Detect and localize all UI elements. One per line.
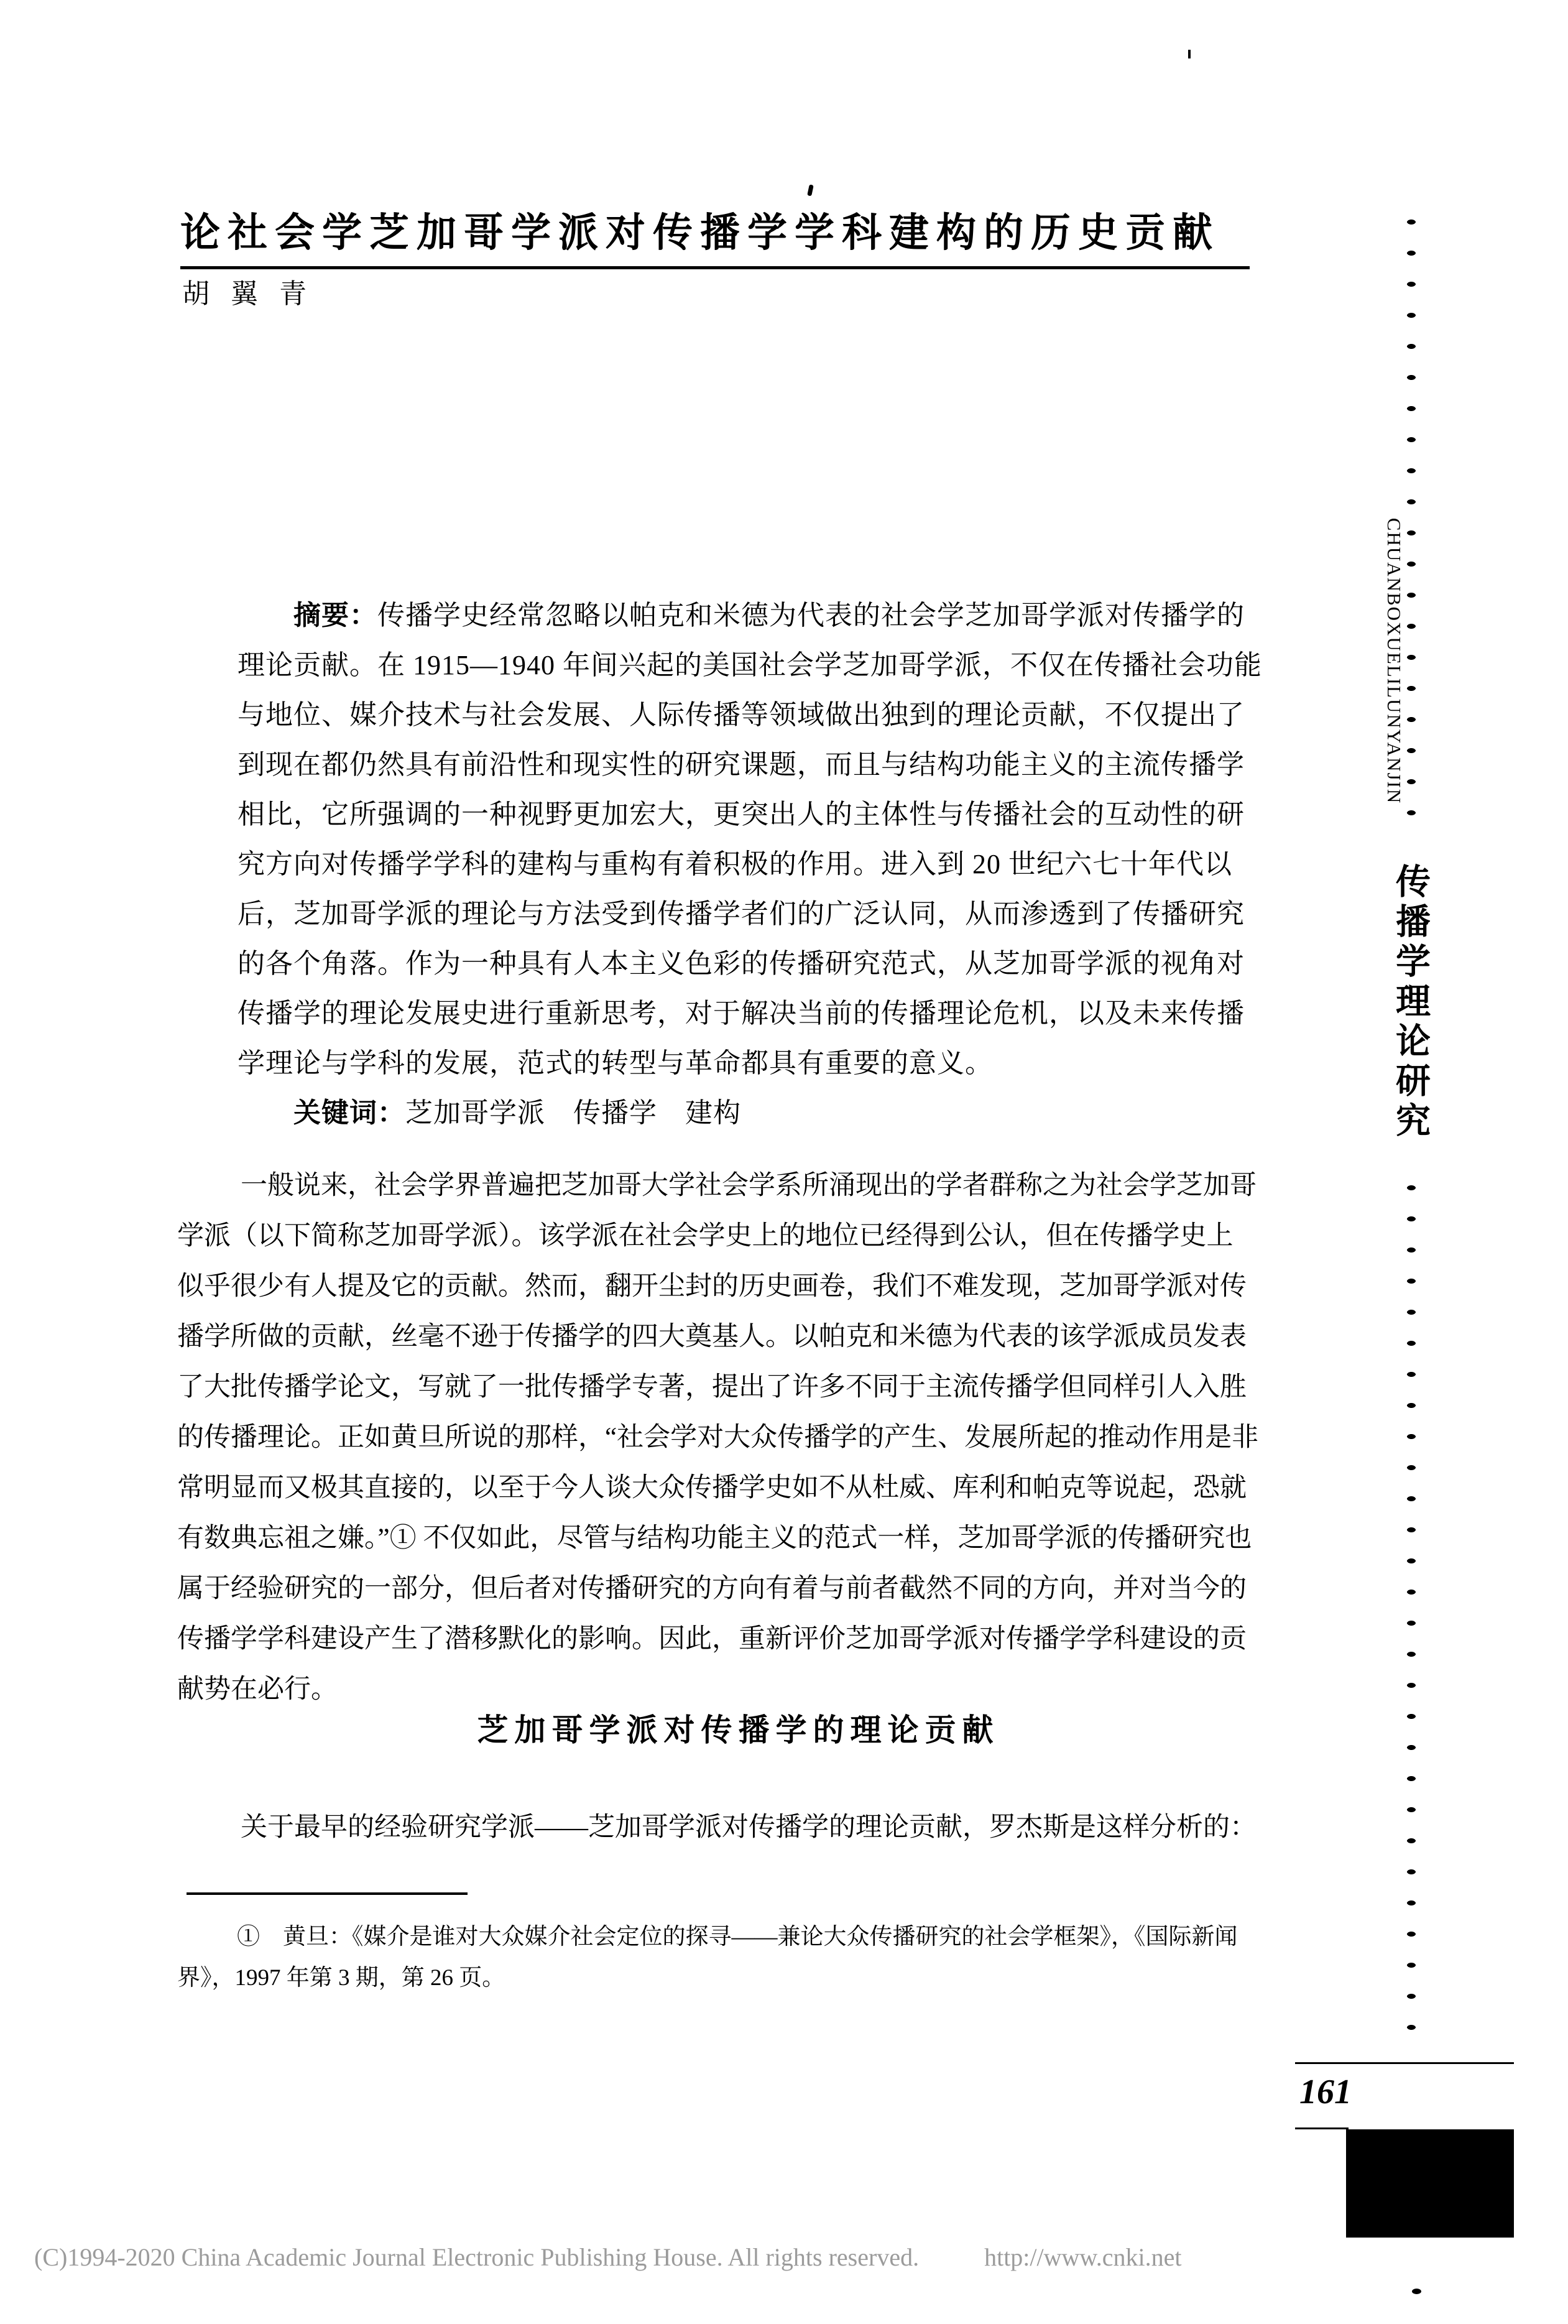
sidebar-column-title: 传播学理论研究: [1391, 863, 1429, 1142]
sidebar-pinyin-title: CHUANBOXUELILUNYANJIN: [1383, 517, 1405, 805]
abstract-line: 传播学的理论发展史进行重新思考，对于解决当前的传播理论危机，以及未来传播: [238, 998, 1245, 1029]
page-number: 161: [1299, 2073, 1352, 2111]
page-number-rule-top: [1295, 2062, 1514, 2064]
sidebar-dotted-line-bottom: [1406, 1172, 1416, 2052]
abstract-line: 后，芝加哥学派的理论与方法受到传播学者们的广泛认同，从而渗透到了传播研究: [238, 899, 1245, 929]
abstract-line: 相比，它所强调的一种视野更加宏大，更突出人的主体性与传播社会的互动性的研: [238, 799, 1245, 830]
keywords-text: 芝加哥学派 传播学 建构: [405, 1098, 741, 1128]
footnote-divider: [187, 1892, 468, 1895]
abstract-line: 理论贡献。在 1915—1940 年间兴起的美国社会学芝加哥学派，不仅在传播社会功能: [238, 650, 1262, 680]
body-line: 常明显而又极其直接的，以至于今人谈大众传播学史如不从杜威、库利和帕克等说起，恐就: [177, 1473, 1247, 1502]
body-line: 属于经验研究的一部分，但后者对传播研究的方向有着与前者截然不同的方向，并对当今的: [177, 1574, 1247, 1603]
abstract-block: [238, 591, 1266, 1138]
abstract-line: 到现在都仍然具有前沿性和现实性的研究课题，而且与结构功能主义的主流传播学: [238, 749, 1245, 780]
footnote-line: 界》，1997 年第 3 期，第 26 页。: [177, 1965, 505, 1991]
abstract-line: 与地位、媒介技术与社会发展、人际传播等领域做出独到的理论贡献，不仅提出了: [238, 700, 1245, 730]
scan-artifact: [1188, 50, 1191, 58]
footer-copyright: (C)1994-2020 China Academic Journal Electronic Publishing House. All rights reserved.: [34, 2243, 920, 2271]
section-paragraph-text: 关于最早的经验研究学派——芝加哥学派对传播学的理论贡献，罗杰斯是这样分析的：: [241, 1813, 1257, 1842]
body-paragraph: [177, 1160, 1299, 1715]
article-title: 论社会学芝加哥学派对传播学学科建构的历史贡献: [180, 209, 1250, 269]
body-line: 一般说来，社会学界普遍把芝加哥大学社会学系所涌现出的学者群称之为社会学芝加哥: [241, 1171, 1257, 1200]
footnote-line: ① 黄旦：《媒介是谁对大众媒介社会定位的探寻——兼论大众传播研究的社会学框架》，《国际新闻: [237, 1924, 1238, 1950]
keywords-label: 关键词：: [293, 1098, 405, 1128]
abstract-line: 学理论与学科的发展，范式的转型与革命都具有重要的意义。: [238, 1048, 993, 1078]
body-line: 有数典忘祖之嫌。”① 不仅如此，尽管与结构功能主义的范式一样，芝加哥学派的传播研究也: [177, 1524, 1252, 1553]
abstract-line: 的各个角落。作为一种具有人本主义色彩的传播研究范式，从芝加哥学派的视角对: [238, 948, 1245, 979]
section-heading: 芝加哥学派对传播学的理论贡献: [477, 1713, 1000, 1748]
body-line: 学派（以下简称芝加哥学派）。该学派在社会学史上的地位已经得到公认，但在传播学史上: [177, 1221, 1234, 1251]
body-line: 的传播理论。正如黄旦所说的那样，“社会学对大众传播学的产生、发展所起的推动作用是非: [177, 1423, 1259, 1452]
footer-watermark: [34, 2243, 1303, 2272]
abstract-line: [238, 591, 1266, 641]
body-line: 了大批传播学论文，写就了一批传播学专著，提出了许多不同于主流传播学但同样引人入胜: [177, 1373, 1247, 1402]
abstract-line: 究方向对传播学学科的建构与重构有着积极的作用。进入到 20 世纪六七十年代以: [238, 849, 1232, 879]
body-line: 似乎很少有人提及它的贡献。然而，翻开尘封的历史画卷，我们不难发现，芝加哥学派对传: [177, 1272, 1247, 1301]
article-author: 胡翼青: [182, 279, 328, 309]
body-line: 播学所做的贡献，丝毫不逊于传播学的四大奠基人。以帕克和米德为代表的该学派成员发表: [177, 1322, 1247, 1351]
abstract-text: 传播学史经常忽略以帕克和米德为代表的社会学芝加哥学派对传播学的: [377, 600, 1245, 631]
abstract-label: 摘要：: [293, 600, 377, 631]
section-paragraph: [177, 1802, 1299, 1853]
sidebar-dotted-line-top: [1406, 206, 1416, 831]
body-line: 传播学学科建设产生了潜移默化的影响。因此，重新评价芝加哥学派对传播学学科建设的贡: [177, 1624, 1247, 1654]
scan-artifact: [807, 184, 814, 196]
redaction-black-box: [1346, 2129, 1514, 2238]
footnote-block: [177, 1917, 1299, 1999]
footer-url: http://www.cnki.net: [984, 2243, 1182, 2271]
page-number-rule-bottom: [1295, 2127, 1349, 2129]
sidebar-dot: [1412, 2289, 1421, 2294]
keywords-line: [238, 1088, 1266, 1138]
body-line: 献势在必行。: [177, 1675, 338, 1704]
